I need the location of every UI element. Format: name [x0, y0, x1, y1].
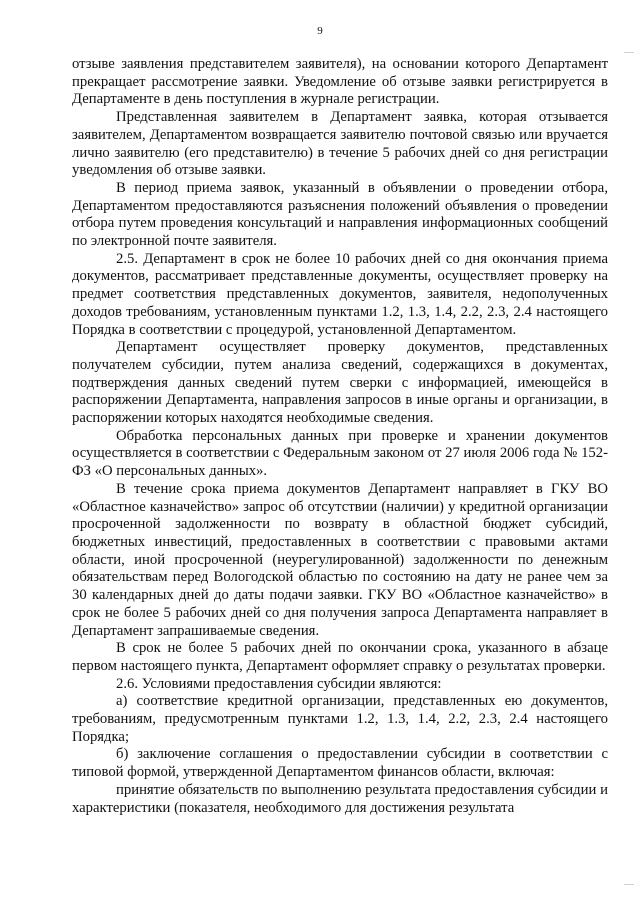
paragraph-personal-data: Обработка персональных данных при проверке и хранении документов осуществляется в соответствии с Федеральным законом от 27 июля 2006 года № 152-ФЗ «О персональных данных». — [72, 427, 608, 480]
scan-artifact — [624, 52, 634, 53]
paragraph-condition-b: б) заключение соглашения о предоставлении субсидии в соответствии с типовой формой, утвержденной Департаментом финансов области, включая: — [72, 746, 608, 781]
paragraph-section-2-5: 2.5. Департамент в срок не более 10 рабочих дней со дня окончания приема документов, рассматривает представленные документы, осуществляет проверку на предмет соответствия представленных документов, заявителя, недополученных доходов требованиям, установленным пунктами 1.2, 1.3, 1.4, 2.2, 2.3, 2.4 настоящего Порядка в соответствии с процедурой, установленной Департаментом. — [72, 250, 608, 338]
paragraph-application-return: Представленная заявителем в Департамент заявка, которая отзывается заявителем, Департаментом возвращается заявителю почтовой связью или вручается лично заявителю (его представителю) в течение 5 рабочих дней со дня регистрации уведомления об отзыве заявки. — [72, 109, 608, 179]
scan-artifact — [624, 884, 634, 885]
paragraph-obligations: принятие обязательств по выполнению результата предоставления субсидии и характеристики (показателя, необходимого для достижения результата — [72, 781, 608, 816]
paragraph-clarifications: В период приема заявок, указанный в объявлении о проведении отбора, Департаментом предоставляются разъяснения положений объявления о проведении отбора путем проведения консультаций и направления информационных сообщений по электронной почте заявителя. — [72, 179, 608, 250]
paragraph-treasury-request: В течение срока приема документов Департамент направляет в ГКУ ВО «Областное казначейство» запрос об отсутствии (наличии) у кредитной организации просроченной задолженности по возврату в областной бюджет субсидий, бюджетных инвестиций, предоставленных в соответствии с правовыми актами области, иной просроченной (неурегулированной) задолженности по денежным обязательствам перед Вологодской областью по состоянию на дату не ранее чем за 30 календарных дней до даты подачи заявки. ГКУ ВО «Областное казначейство» в срок не более 5 рабочих дней со дня получения запроса Департамента направляет в Департамент запрашиваемые сведения. — [72, 480, 608, 639]
paragraph-document-check: Департамент осуществляет проверку документов, представленных получателем субсидии, путем анализа сведений, содержащихся в документах, подтверждения данных сведений путем сверки с информацией, имеющейся в распоряжении Департамента, направления запросов в иные органы и организации, в распоряжении которых находятся необходимые сведения. — [72, 339, 608, 427]
paragraph-section-2-6: 2.6. Условиями предоставления субсидии являются: — [116, 675, 442, 692]
document-body — [72, 56, 608, 817]
page-number: 9 — [317, 25, 323, 37]
paragraph-condition-a: а) соответствие кредитной организации, представленных ею документов, требованиям, предусмотренным пунктами 1.2, 1.3, 1.4, 2.2, 2.3, 2.4 настоящего Порядка; — [72, 693, 608, 745]
paragraph-withdrawal-notice: отзыве заявления представителем заявителя), на основании которого Департамент прекращает рассмотрение заявки. Уведомление об отзыве заявки регистрируется в Департаменте в день поступления в журнале регистрации. — [72, 56, 608, 108]
paragraph-check-certificate: В срок не более 5 рабочих дней по окончании срока, указанного в абзаце первом настоящего пункта, Департамент оформляет справку о результатах проверки. — [72, 640, 608, 674]
